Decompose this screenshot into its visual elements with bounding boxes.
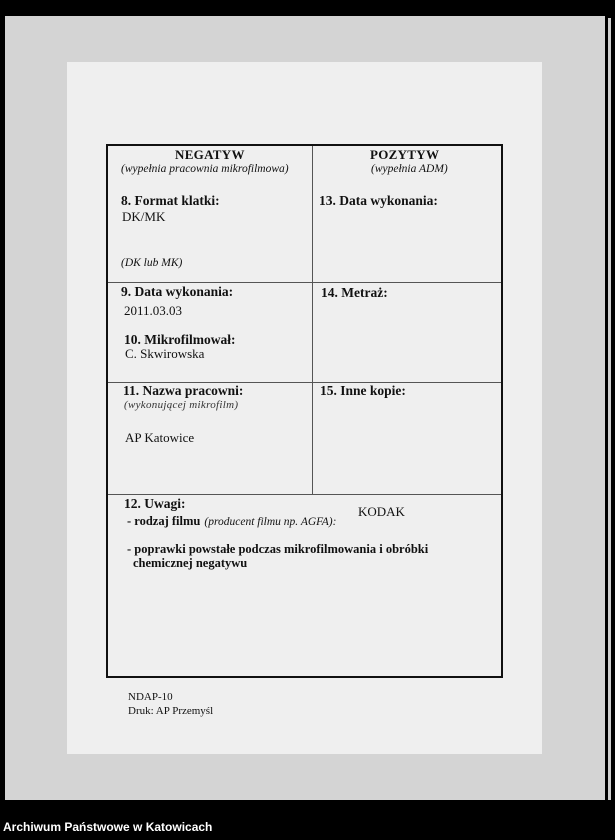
row-divider-3 bbox=[108, 494, 501, 495]
film-type-row bbox=[127, 512, 336, 530]
nazwa-pracowni-value: AP Katowice bbox=[125, 430, 195, 445]
corrections-line-1: - poprawki powstałe podczas mikrofilmowania i obróbki bbox=[127, 542, 429, 556]
film-type-value: KODAK bbox=[358, 504, 405, 519]
nazwa-pracowni-label: 11. Nazwa pracowni: bbox=[123, 383, 244, 398]
archive-caption: Archiwum Państwowe w Katowicach bbox=[3, 820, 213, 834]
nazwa-pracowni-hint: (wykonującej mikrofilm) bbox=[124, 399, 239, 411]
format-klatki-label: 8. Format klatki: bbox=[121, 193, 220, 208]
inne-kopie-label: 15. Inne kopie: bbox=[320, 383, 406, 398]
microfilm-form-table bbox=[106, 144, 503, 678]
pozytyw-subtitle: (wypełnia ADM) bbox=[371, 163, 448, 175]
negatyw-subtitle: (wypełnia pracownia mikrofilmowa) bbox=[121, 163, 289, 175]
corrections-line-2: chemicznej negatywu bbox=[133, 556, 248, 570]
film-edge bbox=[608, 18, 611, 800]
mikrofilmowal-label: 10. Mikrofilmował: bbox=[124, 332, 236, 347]
column-divider bbox=[312, 146, 313, 495]
uwagi-label: 12. Uwagi: bbox=[124, 496, 186, 511]
format-klatki-value: DK/MK bbox=[122, 209, 166, 224]
mikrofilmowal-value: C. Skwirowska bbox=[125, 346, 205, 361]
data-wykonania-value: 2011.03.03 bbox=[124, 303, 183, 318]
printer-note: Druk: AP Przemyśl bbox=[128, 705, 214, 717]
pozytyw-data-wykonania-label: 13. Data wykonania: bbox=[319, 193, 438, 208]
negatyw-title: NEGATYW bbox=[175, 147, 245, 162]
film-type-label: - rodzaj filmu bbox=[127, 514, 201, 528]
metraz-label: 14. Metraż: bbox=[321, 285, 388, 300]
pozytyw-title: POZYTYW bbox=[370, 147, 440, 162]
form-code: NDAP-10 bbox=[128, 691, 173, 703]
row-divider-1 bbox=[108, 282, 501, 283]
format-klatki-hint: (DK lub MK) bbox=[121, 257, 183, 269]
data-wykonania-label: 9. Data wykonania: bbox=[121, 284, 234, 299]
film-type-hint: (producent filmu np. AGFA): bbox=[204, 516, 337, 528]
